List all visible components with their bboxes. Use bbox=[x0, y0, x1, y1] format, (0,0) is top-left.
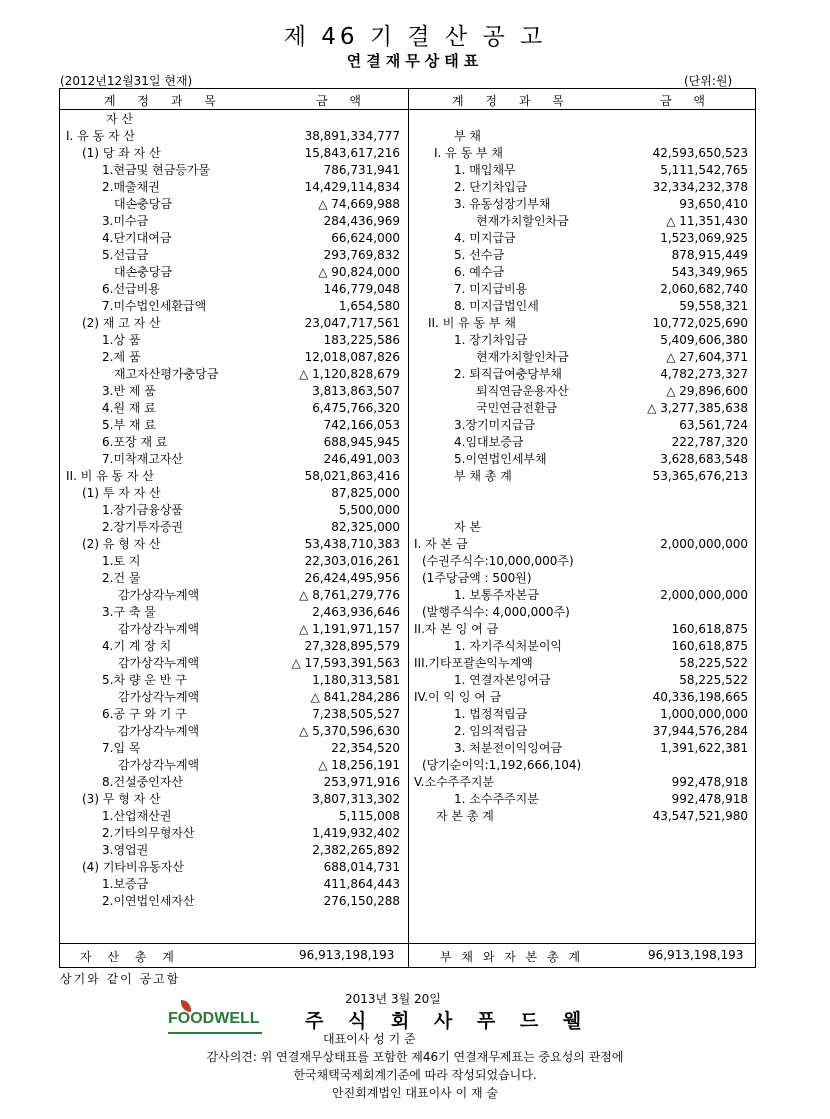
table-row bbox=[62, 842, 400, 859]
account-amount: 992,478,918 bbox=[671, 792, 748, 806]
table-row bbox=[62, 876, 400, 893]
account-name: 5. 선수금 bbox=[454, 248, 505, 262]
table-row bbox=[410, 604, 748, 621]
account-amount: 43,547,521,980 bbox=[652, 809, 748, 823]
table-row bbox=[62, 349, 400, 366]
table-row bbox=[62, 128, 400, 145]
account-amount: 58,225,522 bbox=[679, 656, 748, 670]
account-name: 2.이연법인세자산 bbox=[102, 894, 195, 908]
account-name: III.기타포괄손익누계액 bbox=[414, 656, 533, 670]
account-amount: 253,971,916 bbox=[323, 775, 400, 789]
account-name: 국민연금전환금 bbox=[476, 401, 558, 415]
account-amount: 1,180,313,581 bbox=[312, 673, 400, 687]
account-amount: △ 1,120,828,679 bbox=[299, 367, 400, 381]
account-name: 1.현금및 현금등가물 bbox=[102, 163, 211, 177]
table-row bbox=[410, 621, 748, 638]
account-name: 7.입 목 bbox=[102, 741, 141, 755]
account-amount: 786,731,941 bbox=[323, 163, 400, 177]
audit-opinion-line-1: 감사의견: 위 연결재무상태표를 포함한 제46기 연결재무제표는 중요성의 관점에 bbox=[206, 1050, 624, 1064]
account-amount: 1,419,932,402 bbox=[312, 826, 400, 840]
table-row bbox=[62, 468, 400, 485]
table-row bbox=[410, 247, 748, 264]
account-name: 5.차 량 운 반 구 bbox=[102, 673, 187, 687]
account-amount: 42,593,650,523 bbox=[652, 146, 748, 160]
account-name: 2. 퇴직급여충당부채 bbox=[454, 367, 563, 381]
ceo-name: 대표이사 성 기 준 bbox=[323, 1032, 416, 1046]
account-name: 1.산업재산권 bbox=[102, 809, 172, 823]
table-row bbox=[410, 417, 748, 434]
table-row bbox=[410, 468, 748, 485]
account-amount: 1,391,622,381 bbox=[660, 741, 748, 755]
table-row bbox=[410, 672, 748, 689]
table-row bbox=[62, 281, 400, 298]
table-row bbox=[410, 434, 748, 451]
table-row bbox=[62, 672, 400, 689]
table-row bbox=[62, 451, 400, 468]
table-row bbox=[410, 740, 748, 757]
account-name: 1.보증금 bbox=[102, 877, 149, 891]
table-row bbox=[410, 315, 748, 332]
account-amount: △ 1,191,971,157 bbox=[299, 622, 400, 636]
account-amount: 59,558,321 bbox=[679, 299, 748, 313]
account-amount: 2,463,936,646 bbox=[312, 605, 400, 619]
table-row bbox=[410, 485, 748, 502]
table-row bbox=[410, 638, 748, 655]
total-liab-equity-label: 부 채 와 자 본 총 계 bbox=[440, 950, 584, 964]
account-name: (2) 재 고 자 산 bbox=[82, 316, 161, 330]
account-name: 3.구 축 물 bbox=[102, 605, 156, 619]
table-row bbox=[410, 706, 748, 723]
account-name: 5.이연법인세부채 bbox=[454, 452, 547, 466]
table-row bbox=[62, 587, 400, 604]
account-name: (1주당금액 : 500원) bbox=[422, 571, 532, 585]
account-amount: 22,354,520 bbox=[331, 741, 400, 755]
table-row bbox=[410, 332, 748, 349]
account-amount: △ 18,256,191 bbox=[318, 758, 400, 772]
table-row bbox=[62, 400, 400, 417]
account-amount: △ 3,277,385,638 bbox=[647, 401, 748, 415]
account-name: II.자 본 잉 여 금 bbox=[414, 622, 499, 636]
header-divider bbox=[59, 109, 756, 110]
foodwell-logo bbox=[168, 1008, 262, 1034]
audit-opinion-line-2: 한국채택국제회계기준에 따라 작성되었습니다. bbox=[293, 1068, 537, 1082]
account-amount: 742,166,053 bbox=[323, 418, 400, 432]
account-amount: 6,475,766,320 bbox=[312, 401, 400, 415]
account-amount: 284,436,969 bbox=[323, 214, 400, 228]
account-name: I. 자 본 금 bbox=[414, 537, 468, 551]
account-amount: 53,365,676,213 bbox=[652, 469, 748, 483]
table-row bbox=[410, 264, 748, 281]
account-amount: 63,561,724 bbox=[679, 418, 748, 432]
account-name: 6.선급비용 bbox=[102, 282, 160, 296]
table-row bbox=[410, 128, 748, 145]
table-row bbox=[410, 655, 748, 672]
account-amount: 14,429,114,834 bbox=[304, 180, 400, 194]
table-row bbox=[62, 553, 400, 570]
account-amount: 26,424,495,956 bbox=[304, 571, 400, 585]
table-row bbox=[410, 723, 748, 740]
account-name: 1. 법정적립금 bbox=[454, 707, 528, 721]
table-row bbox=[410, 366, 748, 383]
account-amount: 1,000,000,000 bbox=[660, 707, 748, 721]
account-name: 1. 소수주주지분 bbox=[454, 792, 539, 806]
account-name: (발행주식수: 4,000,000주) bbox=[422, 605, 570, 619]
account-amount: 58,021,863,416 bbox=[304, 469, 400, 483]
account-amount: 5,115,008 bbox=[338, 809, 400, 823]
account-name: 6.포장 재 료 bbox=[102, 435, 168, 449]
table-row bbox=[62, 740, 400, 757]
account-name: 3. 유동성장기부채 bbox=[454, 197, 551, 211]
total-assets-label: 자 산 총 계 bbox=[80, 950, 180, 964]
account-name: (3) 무 형 자 산 bbox=[82, 792, 161, 806]
account-name: 4.단기대여금 bbox=[102, 231, 172, 245]
account-name: 4.원 재 료 bbox=[102, 401, 156, 415]
table-row bbox=[62, 621, 400, 638]
table-row bbox=[62, 111, 400, 128]
totals-divider bbox=[59, 943, 756, 944]
account-name: 7. 미지급비용 bbox=[454, 282, 528, 296]
table-row bbox=[62, 145, 400, 162]
account-amount: 3,813,863,507 bbox=[312, 384, 400, 398]
account-amount: 66,624,000 bbox=[331, 231, 400, 245]
account-name: 4.임대보증금 bbox=[454, 435, 524, 449]
table-row bbox=[62, 859, 400, 876]
account-amount: △ 5,370,596,630 bbox=[299, 724, 400, 738]
table-row bbox=[410, 502, 748, 519]
account-amount: 22,303,016,261 bbox=[304, 554, 400, 568]
table-row bbox=[62, 417, 400, 434]
account-name: 부 채 bbox=[454, 129, 481, 143]
account-name: 3.반 제 품 bbox=[102, 384, 156, 398]
account-name: 재고자산평가충당금 bbox=[114, 367, 219, 381]
total-liab-equity-amount: 96,913,198,193 bbox=[648, 948, 744, 962]
account-name: 감가상각누계액 bbox=[118, 690, 200, 704]
account-amount: 5,500,000 bbox=[338, 503, 400, 517]
account-name: 2.기타의무형자산 bbox=[102, 826, 195, 840]
table-row bbox=[410, 451, 748, 468]
account-name: (수권주식수:10,000,000주) bbox=[422, 554, 574, 568]
account-amount: 3,628,683,548 bbox=[660, 452, 748, 466]
account-name: I. 유 동 자 산 bbox=[66, 129, 135, 143]
table-row bbox=[62, 706, 400, 723]
account-amount: 15,843,617,216 bbox=[304, 146, 400, 160]
account-name: 감가상각누계액 bbox=[118, 724, 200, 738]
account-name: 8. 미지급법인세 bbox=[454, 299, 539, 313]
table-row bbox=[62, 570, 400, 587]
account-name: 1.토 지 bbox=[102, 554, 141, 568]
account-name: 3. 처분전이익잉여금 bbox=[454, 741, 563, 755]
table-row bbox=[62, 179, 400, 196]
document-title: 제 46 기 결 산 공 고 bbox=[283, 24, 547, 50]
table-row bbox=[62, 604, 400, 621]
account-name: 감가상각누계액 bbox=[118, 656, 200, 670]
left-item-header: 계 정 과 목 bbox=[104, 94, 225, 108]
account-name: 현재가치할인차금 bbox=[476, 214, 569, 228]
table-row bbox=[410, 383, 748, 400]
account-amount: 222,787,320 bbox=[671, 435, 748, 449]
account-name: 부 채 총 계 bbox=[454, 469, 512, 483]
table-row bbox=[62, 264, 400, 281]
account-name: 8.건설중인자산 bbox=[102, 775, 184, 789]
account-name: 6. 예수금 bbox=[454, 265, 505, 279]
table-row bbox=[62, 196, 400, 213]
table-row bbox=[62, 162, 400, 179]
table-row bbox=[62, 638, 400, 655]
table-row bbox=[410, 298, 748, 315]
account-amount: △ 90,824,000 bbox=[318, 265, 400, 279]
account-name: 5.선급금 bbox=[102, 248, 149, 262]
table-row bbox=[62, 383, 400, 400]
left-amount-header: 금 액 bbox=[316, 94, 370, 108]
account-name: II. 비 유 동 자 산 bbox=[66, 469, 154, 483]
account-amount: 40,336,198,665 bbox=[652, 690, 748, 704]
table-row bbox=[62, 791, 400, 808]
account-amount: 10,772,025,690 bbox=[652, 316, 748, 330]
account-amount: 2,000,000,000 bbox=[660, 588, 748, 602]
table-row bbox=[62, 774, 400, 791]
table-row bbox=[62, 757, 400, 774]
account-name: 1.장기금융상품 bbox=[102, 503, 184, 517]
account-amount: △ 27,604,371 bbox=[666, 350, 748, 364]
account-amount: 276,150,288 bbox=[323, 894, 400, 908]
account-amount: 878,915,449 bbox=[671, 248, 748, 262]
table-row bbox=[410, 519, 748, 536]
company-name: 주 식 회 사 푸 드 웰 bbox=[305, 1010, 591, 1032]
account-name: 3.영업권 bbox=[102, 843, 149, 857]
account-amount: 246,491,003 bbox=[323, 452, 400, 466]
account-amount: 23,047,717,561 bbox=[304, 316, 400, 330]
column-divider bbox=[408, 88, 409, 968]
account-amount: 293,769,832 bbox=[323, 248, 400, 262]
table-row bbox=[62, 655, 400, 672]
account-amount: △ 8,761,279,776 bbox=[299, 588, 400, 602]
account-name: II. 비 유 동 부 채 bbox=[428, 316, 516, 330]
logo-underline bbox=[168, 1032, 262, 1034]
account-name: 2. 임의적립금 bbox=[454, 724, 528, 738]
account-name: 1. 보통주자본금 bbox=[454, 588, 539, 602]
account-amount: △ 11,351,430 bbox=[666, 214, 748, 228]
account-name: 2.매출채권 bbox=[102, 180, 160, 194]
account-amount: 688,945,945 bbox=[323, 435, 400, 449]
table-row bbox=[410, 349, 748, 366]
account-amount: 992,478,918 bbox=[671, 775, 748, 789]
table-row bbox=[410, 230, 748, 247]
account-amount: 1,523,069,925 bbox=[660, 231, 748, 245]
account-name: 5.부 재 료 bbox=[102, 418, 156, 432]
account-amount: 27,328,895,579 bbox=[304, 639, 400, 653]
table-row bbox=[410, 791, 748, 808]
logo-text: FOODWELL bbox=[168, 1010, 260, 1027]
account-name: 2.제 품 bbox=[102, 350, 141, 364]
table-row bbox=[410, 774, 748, 791]
table-row bbox=[62, 247, 400, 264]
account-name: 감가상각누계액 bbox=[118, 758, 200, 772]
table-row bbox=[410, 553, 748, 570]
account-amount: 3,807,313,302 bbox=[312, 792, 400, 806]
table-row bbox=[62, 485, 400, 502]
document-subtitle: 연결재무상태표 bbox=[346, 52, 484, 70]
table-row bbox=[62, 434, 400, 451]
account-amount: 82,325,000 bbox=[331, 520, 400, 534]
table-row bbox=[410, 162, 748, 179]
account-amount: 688,014,731 bbox=[323, 860, 400, 874]
account-name: 6.공 구 와 기 구 bbox=[102, 707, 187, 721]
account-amount: 37,944,576,284 bbox=[652, 724, 748, 738]
account-amount: 12,018,087,826 bbox=[304, 350, 400, 364]
account-amount: 58,225,522 bbox=[679, 673, 748, 687]
table-row bbox=[410, 196, 748, 213]
report-date: (2012년12월31일 현재) bbox=[60, 74, 193, 88]
account-amount: △ 29,896,600 bbox=[666, 384, 748, 398]
table-row bbox=[62, 315, 400, 332]
table-row bbox=[62, 689, 400, 706]
table-row bbox=[410, 570, 748, 587]
table-row bbox=[410, 757, 748, 774]
account-name: 자 본 bbox=[454, 520, 481, 534]
account-amount: △ 841,284,286 bbox=[310, 690, 400, 704]
table-row bbox=[410, 179, 748, 196]
account-name: (2) 유 형 자 산 bbox=[82, 537, 161, 551]
unit-label: (단위:원) bbox=[684, 74, 733, 88]
table-row bbox=[62, 893, 400, 910]
account-name: (당기순이익:1,192,666,104) bbox=[422, 758, 582, 772]
table-row bbox=[62, 366, 400, 383]
account-amount: 38,891,334,777 bbox=[304, 129, 400, 143]
account-name: 1. 연결자본잉여금 bbox=[454, 673, 551, 687]
table-row bbox=[410, 400, 748, 417]
account-name: 3.장기미지급금 bbox=[454, 418, 536, 432]
account-amount: 2,382,265,892 bbox=[312, 843, 400, 857]
account-amount: 93,650,410 bbox=[679, 197, 748, 211]
account-name: 2.장기투자증권 bbox=[102, 520, 184, 534]
account-name: 4.기 계 장 치 bbox=[102, 639, 172, 653]
table-row bbox=[62, 230, 400, 247]
account-name: 2.건 물 bbox=[102, 571, 141, 585]
account-name: (1) 당 좌 자 산 bbox=[82, 146, 161, 160]
table-row bbox=[410, 808, 748, 825]
account-name: IV.이 익 잉 여 금 bbox=[414, 690, 502, 704]
table-row bbox=[62, 332, 400, 349]
account-amount: 146,779,048 bbox=[323, 282, 400, 296]
total-assets-amount: 96,913,198,193 bbox=[299, 948, 395, 962]
auditor-signature: 안진회계법인 대표이사 이 재 술 bbox=[332, 1086, 498, 1100]
table-row bbox=[410, 281, 748, 298]
account-amount: 160,618,875 bbox=[671, 639, 748, 653]
account-amount: 5,409,606,380 bbox=[660, 333, 748, 347]
account-name: V.소수주주지분 bbox=[414, 775, 495, 789]
account-amount: △ 74,669,988 bbox=[318, 197, 400, 211]
account-name: 퇴직연금운용자산 bbox=[476, 384, 569, 398]
account-amount: 543,349,965 bbox=[671, 265, 748, 279]
account-name: 1. 자기주식처분이익 bbox=[454, 639, 563, 653]
account-name: 4. 미지급금 bbox=[454, 231, 516, 245]
table-row bbox=[62, 536, 400, 553]
right-amount-header: 금 액 bbox=[660, 94, 714, 108]
account-name: 7.미수법인세환급액 bbox=[102, 299, 207, 313]
account-name: 대손충당금 bbox=[114, 197, 172, 211]
table-row bbox=[410, 689, 748, 706]
account-name: 7.미착재고자산 bbox=[102, 452, 184, 466]
account-name: 감가상각누계액 bbox=[118, 622, 200, 636]
account-amount: 2,000,000,000 bbox=[660, 537, 748, 551]
account-amount: 7,238,505,527 bbox=[312, 707, 400, 721]
account-name: (1) 투 자 자 산 bbox=[82, 486, 161, 500]
right-item-header: 계 정 과 목 bbox=[452, 94, 573, 108]
account-amount: 5,111,542,765 bbox=[660, 163, 748, 177]
account-name: 자 본 총 계 bbox=[436, 809, 494, 823]
account-name: 자 산 bbox=[106, 112, 133, 126]
table-row bbox=[62, 213, 400, 230]
account-name: 2. 단기차입금 bbox=[454, 180, 528, 194]
account-name: I. 유 동 부 채 bbox=[434, 146, 503, 160]
account-amount: 32,334,232,378 bbox=[652, 180, 748, 194]
account-name: 대손충당금 bbox=[114, 265, 172, 279]
table-row bbox=[410, 536, 748, 553]
announcement-note: 상기와 같이 공고함 bbox=[60, 972, 181, 986]
account-name: 현재가치할인차금 bbox=[476, 350, 569, 364]
account-amount: 53,438,710,383 bbox=[304, 537, 400, 551]
table-row bbox=[62, 502, 400, 519]
account-name: 3.미수금 bbox=[102, 214, 149, 228]
table-row bbox=[62, 298, 400, 315]
account-amount: 160,618,875 bbox=[671, 622, 748, 636]
table-row bbox=[410, 587, 748, 604]
table-row bbox=[62, 808, 400, 825]
account-name: 1. 장기차입금 bbox=[454, 333, 528, 347]
table-row bbox=[62, 723, 400, 740]
account-amount: △ 17,593,391,563 bbox=[291, 656, 400, 670]
account-amount: 4,782,273,327 bbox=[660, 367, 748, 381]
publication-date: 2013년 3월 20일 bbox=[345, 992, 441, 1006]
table-row bbox=[62, 825, 400, 842]
table-row bbox=[410, 145, 748, 162]
table-row bbox=[410, 213, 748, 230]
table-row bbox=[62, 519, 400, 536]
account-name: (4) 기타비유동자산 bbox=[82, 860, 184, 874]
account-name: 감가상각누계액 bbox=[118, 588, 200, 602]
account-amount: 411,864,443 bbox=[323, 877, 400, 891]
account-amount: 183,225,586 bbox=[323, 333, 400, 347]
account-name: 1. 매입채무 bbox=[454, 163, 516, 177]
account-amount: 2,060,682,740 bbox=[660, 282, 748, 296]
account-amount: 87,825,000 bbox=[331, 486, 400, 500]
account-amount: 1,654,580 bbox=[338, 299, 400, 313]
account-name: 1.상 품 bbox=[102, 333, 141, 347]
